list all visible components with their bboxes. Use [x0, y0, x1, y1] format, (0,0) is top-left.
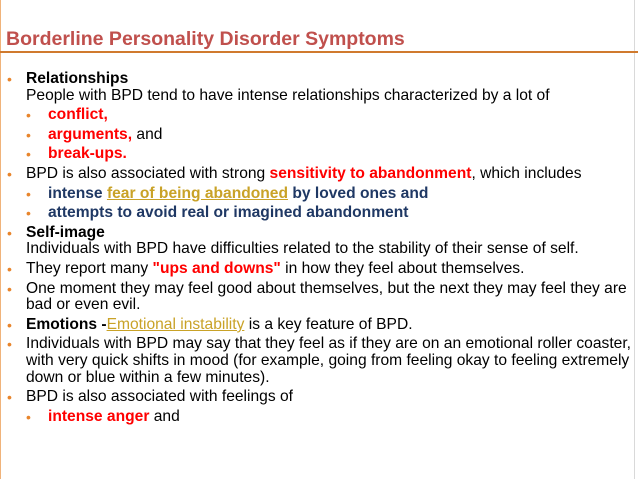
- fear-pre: intense: [48, 184, 107, 202]
- sub-bullet-breakups: [7, 146, 632, 163]
- bullet-dot-icon: •: [7, 71, 12, 87]
- bullet-dot-icon: •: [7, 280, 12, 297]
- sub-bullet-fear: [7, 186, 632, 203]
- slide-left-border: [0, 0, 1, 479]
- relationships-heading: Relationships: [26, 70, 129, 87]
- anger-text: intense anger: [48, 407, 150, 425]
- bullet-dot-icon: •: [26, 146, 31, 163]
- bullet-relationships: [7, 71, 632, 104]
- emotional-instability-link[interactable]: Emotional instability: [106, 315, 245, 333]
- bullet-dot-icon: •: [7, 389, 12, 406]
- bullet-dot-icon: •: [26, 107, 31, 124]
- moment-text: One moment they may feel good about themselves, but the next they may feel they are bad or even evil.: [26, 279, 627, 314]
- bullet-dot-icon: •: [7, 316, 12, 333]
- sub-bullet-conflict: [7, 107, 632, 124]
- bullet-dot-icon: •: [26, 205, 31, 222]
- bullet-emotions: [7, 317, 632, 334]
- bullet-dot-icon: •: [7, 224, 12, 241]
- arguments-rest: and: [132, 125, 163, 143]
- anger-rest: and: [149, 407, 180, 425]
- relationships-text: People with BPD tend to have intense relationships characterized by a lot of: [26, 86, 550, 104]
- avoid-text: attempts to avoid real or imagined abandonment: [48, 204, 409, 222]
- sub-bullet-anger: [7, 409, 632, 426]
- bullet-dot-icon: •: [7, 336, 12, 353]
- fear-link[interactable]: fear of being abandoned: [106, 184, 289, 202]
- bullet-abandonment: [7, 166, 632, 183]
- fear-post: by loved ones and: [288, 184, 429, 202]
- self-image-heading: Self-image: [26, 223, 105, 241]
- ups-post: in how they feel about themselves.: [280, 259, 525, 277]
- coaster-text: Individuals with BPD may say that they feel as if they are on an emotional roller coaster, with very quick shifts in mood (for example, going from feeling okay to feeling extremely down or blue within a few minutes).: [26, 335, 631, 386]
- slide-title: Borderline Personality Disorder Symptoms: [6, 28, 405, 50]
- feelings-text: BPD is also associated with feelings of: [26, 388, 293, 406]
- sub-bullet-avoid: [7, 205, 632, 222]
- bullet-dot-icon: •: [26, 126, 31, 143]
- slide-right-border: [634, 0, 635, 479]
- abandon-highlight: sensitivity to abandonment: [269, 164, 472, 182]
- bullet-roller-coaster: [7, 336, 632, 386]
- bullet-one-moment: [7, 281, 632, 314]
- emotions-post: is a key feature of BPD.: [244, 315, 413, 333]
- abandon-post: , which includes: [471, 164, 582, 182]
- conflict-text: conflict,: [48, 106, 108, 124]
- bullet-feelings: [7, 389, 632, 406]
- self-image-text: Individuals with BPD have difficulties related to the stability of their sense of self.: [26, 240, 579, 258]
- arguments-text: arguments,: [48, 125, 133, 143]
- bullet-dot-icon: •: [26, 185, 31, 202]
- bullet-self-image: [7, 225, 632, 258]
- breakups-text: break-ups.: [48, 145, 127, 163]
- bullet-ups-downs: [7, 261, 632, 278]
- sub-bullet-arguments: [7, 127, 632, 144]
- bullet-dot-icon: •: [7, 260, 12, 277]
- bullet-dot-icon: •: [7, 165, 12, 182]
- abandon-pre: BPD is also associated with strong: [26, 164, 270, 182]
- emotions-heading: Emotions -: [26, 315, 107, 333]
- bullet-list: [7, 71, 632, 428]
- ups-pre: They report many: [26, 259, 153, 277]
- bullet-dot-icon: •: [26, 408, 31, 425]
- ups-highlight: "ups and downs": [152, 259, 281, 277]
- title-divider: [0, 51, 638, 53]
